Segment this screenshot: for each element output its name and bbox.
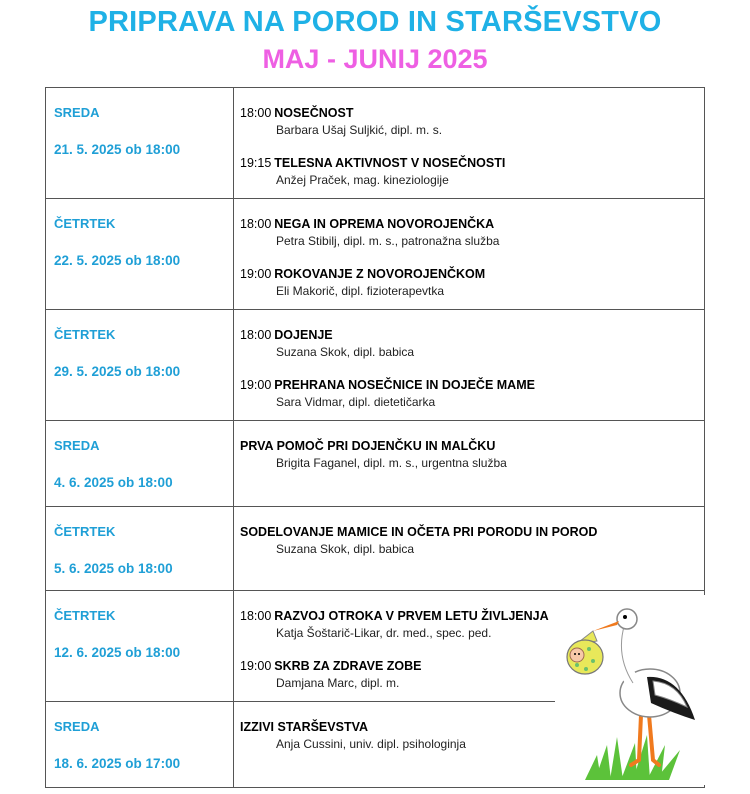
date-label: 4. 6. 2025 ob 18:00 — [54, 475, 173, 490]
weekday-label: ČETRTEK — [54, 216, 116, 231]
session — [234, 250, 704, 300]
date-label: 12. 6. 2025 ob 18:00 — [54, 645, 181, 660]
stork-with-baby-bundle-icon — [555, 595, 705, 785]
session-speaker: Petra Stibilj, dipl. m. s., patronažna služba — [276, 234, 500, 248]
session-speaker: Brigita Faganel, dipl. m. s., urgentna služba — [276, 456, 507, 470]
session-title: NEGA IN OPREMA NOVOROJENČKA — [274, 217, 495, 231]
session-time: 19:15 — [240, 156, 272, 170]
session — [234, 310, 704, 361]
session-title: TELESNA AKTIVNOST V NOSEČNOSTI — [274, 156, 506, 170]
session-title: IZZIVI STARŠEVSTVA — [240, 720, 369, 734]
day-cell — [46, 88, 234, 199]
sessions-cell — [234, 421, 705, 507]
session — [234, 199, 704, 250]
session-title: NOSEČNOST — [274, 106, 354, 120]
schedule-row — [46, 199, 705, 310]
date-label: 21. 5. 2025 ob 18:00 — [54, 142, 181, 157]
session-heading — [240, 156, 704, 171]
session — [234, 507, 704, 558]
day-cell — [46, 702, 234, 788]
session-heading — [240, 217, 704, 232]
session-time: 18:00 — [240, 217, 272, 231]
session-speaker: Suzana Skok, dipl. babica — [276, 542, 415, 556]
session — [234, 421, 704, 472]
page-title: PRIPRAVA NA POROD IN STARŠEVSTVO — [88, 6, 662, 38]
schedule-row — [46, 507, 705, 591]
session-speaker: Anja Cussini, univ. dipl. psihologinja — [276, 737, 466, 751]
session — [234, 139, 704, 189]
sessions-cell — [234, 310, 705, 421]
weekday-label: SREDA — [54, 719, 100, 734]
session-speaker: Damjana Marc, dipl. m. — [276, 676, 400, 690]
schedule-row — [46, 310, 705, 421]
session-heading — [240, 328, 704, 343]
schedule-row — [46, 421, 705, 507]
session-title: SKRB ZA ZDRAVE ZOBE — [274, 659, 422, 673]
session-title: DOJENJE — [274, 328, 333, 342]
session-heading — [240, 525, 704, 540]
session-heading — [240, 106, 704, 121]
date-label: 29. 5. 2025 ob 18:00 — [54, 364, 181, 379]
day-cell — [46, 421, 234, 507]
session-time: 18:00 — [240, 328, 272, 342]
sessions-cell — [234, 507, 705, 591]
page-subtitle: MAJ - JUNIJ 2025 — [262, 44, 488, 74]
weekday-label: ČETRTEK — [54, 524, 116, 539]
session — [234, 88, 704, 139]
schedule-row — [46, 88, 705, 199]
weekday-label: SREDA — [54, 105, 100, 120]
day-cell — [46, 591, 234, 702]
session-speaker: Sara Vidmar, dipl. dietetičarka — [276, 395, 436, 409]
session-title: PRVA POMOČ PRI DOJENČKU IN MALČKU — [240, 439, 496, 453]
session-speaker: Barbara Ušaj Suljkić, dipl. m. s. — [276, 123, 443, 137]
session-time: 19:00 — [240, 378, 272, 392]
session-time: 18:00 — [240, 106, 272, 120]
session-speaker: Suzana Skok, dipl. babica — [276, 345, 415, 359]
day-cell — [46, 199, 234, 310]
session-heading — [240, 439, 704, 454]
weekday-label: ČETRTEK — [54, 608, 116, 623]
session — [234, 361, 704, 411]
date-label: 22. 5. 2025 ob 18:00 — [54, 253, 181, 268]
day-cell — [46, 310, 234, 421]
session-speaker: Eli Makorič, dipl. fizioterapevtka — [276, 284, 445, 298]
session-time: 19:00 — [240, 267, 272, 281]
sessions-cell — [234, 88, 705, 199]
session-heading — [240, 267, 704, 282]
day-cell — [46, 507, 234, 591]
session-time: 19:00 — [240, 659, 272, 673]
session-heading — [240, 378, 704, 393]
session-time: 18:00 — [240, 609, 272, 623]
session-title: ROKOVANJE Z NOVOROJENČKOM — [274, 267, 486, 281]
session-title: PREHRANA NOSEČNICE IN DOJEČE MAME — [274, 378, 535, 392]
session-title: RAZVOJ OTROKA V PRVEM LETU ŽIVLJENJA — [274, 609, 549, 623]
session-title: SODELOVANJE MAMICE IN OČETA PRI PORODU IN POROD — [240, 525, 598, 539]
session-speaker: Katja Šoštarič-Likar, dr. med., spec. ped. — [276, 626, 492, 640]
weekday-label: SREDA — [54, 438, 100, 453]
sessions-cell — [234, 199, 705, 310]
date-label: 18. 6. 2025 ob 17:00 — [54, 756, 181, 771]
date-label: 5. 6. 2025 ob 18:00 — [54, 561, 173, 576]
weekday-label: ČETRTEK — [54, 327, 116, 342]
session-speaker: Anžej Praček, mag. kineziologije — [276, 173, 449, 187]
